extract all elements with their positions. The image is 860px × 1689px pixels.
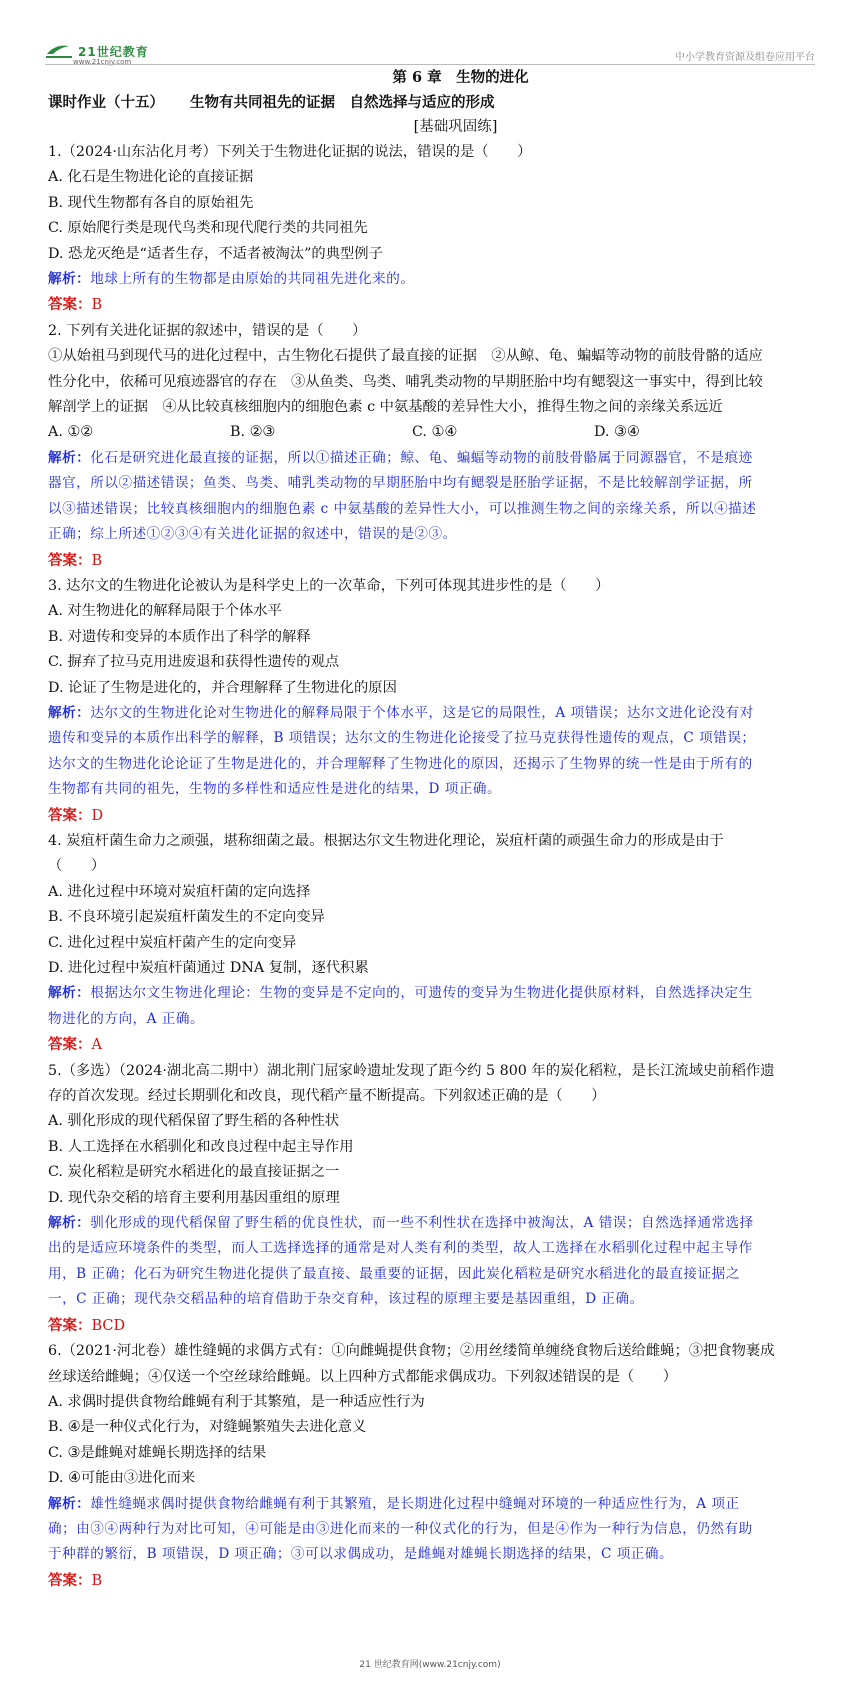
- analysis-block: [48, 446, 813, 548]
- question-option: A. 进化过程中环境对炭疽杆菌的定向选择: [48, 883, 311, 900]
- analysis-line: [48, 1007, 813, 1032]
- question-option: A. 驯化形成的现代稻保留了野生稻的各种性状: [48, 1113, 340, 1130]
- analysis-text: 确；由③④两种行为对比可知，④可能是由③进化而来的一种仪式化的行为，但是④作为一种行为信息，仍然有助: [48, 1520, 753, 1537]
- answer-value: B: [91, 1572, 103, 1589]
- analysis-text: 地球上所有的生物都是由原始的共同祖先进化来的。: [90, 271, 415, 288]
- question-stem: 5.（多选）（2024·湖北高二期中）湖北荆门屈家岭遗址发现了距今约 5 800 年的炭化稻粒，是长江流域史前稻作遗: [48, 1062, 775, 1079]
- answer-line: [48, 803, 813, 829]
- answer-label: 答案：: [48, 296, 92, 314]
- answer-value: B: [91, 552, 103, 569]
- analysis-text: 以③描述错误；比较真核细胞内的细胞色素 c 中氨基酸的差异性大小，可以推测生物之间的亲缘关系，所以④描述: [48, 500, 757, 517]
- analysis-line: [48, 752, 813, 777]
- analysis-line: [48, 497, 813, 522]
- analysis-line: [48, 1211, 813, 1236]
- analysis-text: 物进化的方向，A 正确。: [48, 1010, 205, 1027]
- question-item: [48, 829, 813, 1059]
- answer-label: 答案：: [48, 1036, 92, 1054]
- analysis-label: 解析：: [48, 704, 91, 721]
- analysis-text: 一，C 正确；现代杂交稻品种的培育借助于杂交育种，该过程的原理主要是基因重组，D 正确。: [48, 1291, 644, 1308]
- analysis-line: [48, 981, 813, 1006]
- question-stem: （ ）: [48, 858, 106, 875]
- question-option: A. ①②: [48, 424, 94, 441]
- analysis-text: 器官，所以②描述错误；鱼类、鸟类、哺乳类动物的早期胚胎中均有鳃裂是胚胎学证据，不是比较解剖学证据，所: [48, 475, 753, 492]
- analysis-text: 用，B 正确；化石为研究生物进化提供了最直接、最重要的证据，因此炭化稻粒是研究水稻进化的最直接证据之: [48, 1265, 740, 1282]
- question-stem: 解剖学上的证据 ④从比较真核细胞内的细胞色素 c 中氨基酸的差异性大小，推得生物之间的亲缘关系远近: [48, 399, 723, 416]
- answer-line: [48, 1313, 813, 1339]
- chapter-title: 第 6 章 生物的进化: [392, 69, 529, 86]
- analysis-line: [48, 522, 813, 547]
- answer-label: 答案：: [48, 806, 92, 824]
- answer-line: [48, 548, 813, 574]
- question-stem: ①从始祖马到现代马的进化过程中，古生物化石提供了最直接的证据 ②从鲸、龟、蝙蝠等动物的前肢骨骼的适应: [48, 348, 763, 365]
- analysis-text: 根据达尔文生物进化理论：生物的变异是不定向的，可遗传的变异为生物进化提供原材料，自然选择决定生: [90, 985, 753, 1002]
- question-item: [48, 1059, 813, 1339]
- answer-value: A: [91, 1037, 102, 1054]
- analysis-line: [48, 1517, 813, 1542]
- analysis-line: [48, 471, 813, 496]
- analysis-line: [48, 701, 813, 726]
- answer-value: B: [91, 297, 103, 314]
- page-footer: 21 世纪教育网(www.21cnjy.com): [359, 1660, 501, 1670]
- document-body: [48, 65, 813, 1594]
- question-stem: 性分化中，依稀可见痕迹器官的存在 ③从鱼类、鸟类、哺乳类动物的早期胚胎中均有鳃裂这一事实中，得到比较: [48, 373, 763, 390]
- answer-value: D: [91, 807, 104, 824]
- analysis-text: 达尔文的生物进化论对生物进化的解释局限于个体水平，这是它的局限性，A 项错误；达尔文进化论没有对: [90, 704, 754, 721]
- question-option: D. ③④: [594, 424, 640, 441]
- question-option: C. ①④: [412, 424, 458, 441]
- question-stem: 3. 达尔文的生物进化论被认为是科学史上的一次革命，下列可体现其进步性的是（ ）: [48, 577, 610, 594]
- question-item: [48, 140, 813, 319]
- analysis-block: [48, 267, 813, 292]
- answer-line: [48, 1568, 813, 1594]
- analysis-text: 生物都有共同的祖先，生物的多样性和适应性是进化的结果，D 项正确。: [48, 781, 502, 798]
- answer-label: 答案：: [48, 551, 92, 569]
- question-stem: 2. 下列有关进化证据的叙述中，错误的是（ ）: [48, 322, 367, 339]
- analysis-line: [48, 267, 813, 292]
- analysis-block: [48, 981, 813, 1032]
- analysis-label: 解析：: [48, 449, 91, 466]
- site-logo[interactable]: [45, 42, 149, 66]
- analysis-text: 遗传和变异的本质作出科学的解释，B 项错误；达尔文的生物进化论接受了拉马克获得性遗传的观点，C 项错误；: [48, 730, 756, 747]
- question-option: D. 恐龙灭绝是“适者生存，不适者被淘汰”的典型例子: [48, 245, 383, 262]
- question-option: B. 现代生物都有各自的原始祖先: [48, 194, 254, 211]
- analysis-line: [48, 777, 813, 802]
- logo-text: 21世纪教育: [78, 45, 149, 59]
- logo-url: www.21cnjy.com: [73, 58, 132, 66]
- question-option: D. 论证了生物是进化的，并合理解释了生物进化的原因: [48, 679, 397, 696]
- platform-name: 中小学教育资源及组卷应用平台: [675, 52, 815, 63]
- question-option: C. 炭化稻粒是研究水稻进化的最直接证据之一: [48, 1164, 340, 1181]
- question-list: [48, 140, 813, 1594]
- section-title: [基础巩固练]: [413, 119, 498, 135]
- question-option: B. 人工选择在水稻驯化和改良过程中起主导作用: [48, 1138, 354, 1155]
- analysis-block: [48, 701, 813, 803]
- question-stem: 1.（2024·山东沾化月考）下列关于生物进化证据的说法，错误的是（ ）: [48, 144, 532, 160]
- question-item: [48, 1339, 813, 1594]
- analysis-line: [48, 726, 813, 751]
- answer-line: [48, 292, 813, 318]
- question-option: D. 进化过程中炭疽杆菌通过 DNA 复制，逐代积累: [48, 960, 369, 976]
- question-option: A. 对生物进化的解释局限于个体水平: [48, 603, 282, 620]
- analysis-text: 驯化形成的现代稻保留了野生稻的优良性状，而一些不利性状在选择中被淘汰，A 错误；自然选择通常选择: [90, 1215, 754, 1232]
- question-option: C. 摒弃了拉马克用进废退和获得性遗传的观点: [48, 654, 340, 671]
- lesson-title: [48, 90, 813, 115]
- analysis-label: 解析：: [48, 271, 91, 288]
- question-option: C. 原始爬行类是现代鸟类和现代爬行类的共同祖先: [48, 220, 368, 237]
- logo-swoosh-icon: [45, 42, 75, 60]
- analysis-label: 解析：: [48, 1215, 91, 1232]
- analysis-line: [48, 1236, 813, 1261]
- question-option: A. 求偶时提供食物给雌蝇有利于其繁殖，是一种适应性行为: [48, 1393, 425, 1410]
- question-item: [48, 574, 813, 829]
- question-option: B. 对遗传和变异的本质作出了科学的解释: [48, 628, 311, 645]
- question-option: C. ③是雌蝇对雄蝇长期选择的结果: [48, 1444, 267, 1461]
- analysis-label: 解析：: [48, 985, 91, 1002]
- analysis-text: 达尔文的生物进化论论证了生物是进化的，并合理解释了生物进化的原因，还揭示了生物界的统一性是由于所有的: [48, 755, 753, 772]
- lesson-name: 生物有共同祖先的证据 自然选择与适应的形成: [190, 94, 495, 111]
- analysis-text: 于种群的繁衍，B 项错误，D 项正确；③可以求偶成功，是雌蝇对雄蝇长期选择的结果，C 项正确。: [48, 1546, 674, 1563]
- analysis-label: 解析：: [48, 1495, 91, 1512]
- analysis-line: [48, 1262, 813, 1287]
- analysis-block: [48, 1211, 813, 1313]
- question-option: D. ④可能由③进化而来: [48, 1470, 196, 1487]
- analysis-line: [48, 446, 813, 471]
- answer-line: [48, 1032, 813, 1058]
- question-option: B. ②③: [230, 424, 276, 441]
- lesson-label: 课时作业（十五）: [48, 94, 164, 111]
- analysis-line: [48, 1542, 813, 1567]
- analysis-text: 雄性缝蝇求偶时提供食物给雌蝇有利于其繁殖，是长期进化过程中缝蝇对环境的一种适应性行为，A 项正: [90, 1495, 740, 1512]
- analysis-text: 正确；综上所述①②③④有关进化证据的叙述中，错误的是②③。: [48, 526, 457, 543]
- answer-label: 答案：: [48, 1571, 92, 1589]
- question-option: B. 不良环境引起炭疽杆菌发生的不定向变异: [48, 909, 325, 926]
- question-stem: 存的首次发现。经过长期驯化和改良，现代稻产量不断提高。下列叙述正确的是（ ）: [48, 1088, 606, 1105]
- question-stem: 6.（2021·河北卷）雄性缝蝇的求偶方式有：①向雌蝇提供食物；②用丝缕简单缠绕食物后送给雌蝇；③把食物裹成: [48, 1343, 775, 1360]
- question-option: C. 进化过程中炭疽杆菌产生的定向变异: [48, 934, 297, 951]
- question-stem: 4. 炭疽杆菌生命力之顽强，堪称细菌之最。根据达尔文生物进化理论，炭疽杆菌的顽强生命力的形成是由于: [48, 832, 724, 849]
- analysis-text: 出的是适应环境条件的类型，而人工选择选择的通常是对人类有利的类型，故人工选择在水稻驯化过程中起主导作: [48, 1240, 753, 1257]
- page-header: [45, 42, 815, 64]
- question-item: [48, 319, 813, 574]
- question-options-row: [48, 420, 813, 445]
- question-option: B. ④是一种仪式化行为，对缝蝇繁殖失去进化意义: [48, 1419, 367, 1436]
- question-stem: 丝球送给雌蝇；④仅送一个空丝球给雌蝇。以上四种方式都能求偶成功。下列叙述错误的是（ ）: [48, 1368, 678, 1385]
- analysis-text: 化石是研究进化最直接的证据，所以①描述正确；鲸、龟、蝙蝠等动物的前肢骨骼属于同源器官，不是痕迹: [90, 449, 753, 466]
- question-option: D. 现代杂交稻的培育主要利用基因重组的原理: [48, 1189, 340, 1206]
- analysis-block: [48, 1492, 813, 1568]
- question-option: A. 化石是生物进化论的直接证据: [48, 169, 254, 186]
- answer-label: 答案：: [48, 1316, 92, 1334]
- analysis-line: [48, 1287, 813, 1312]
- answer-value: BCD: [91, 1317, 126, 1334]
- analysis-line: [48, 1492, 813, 1517]
